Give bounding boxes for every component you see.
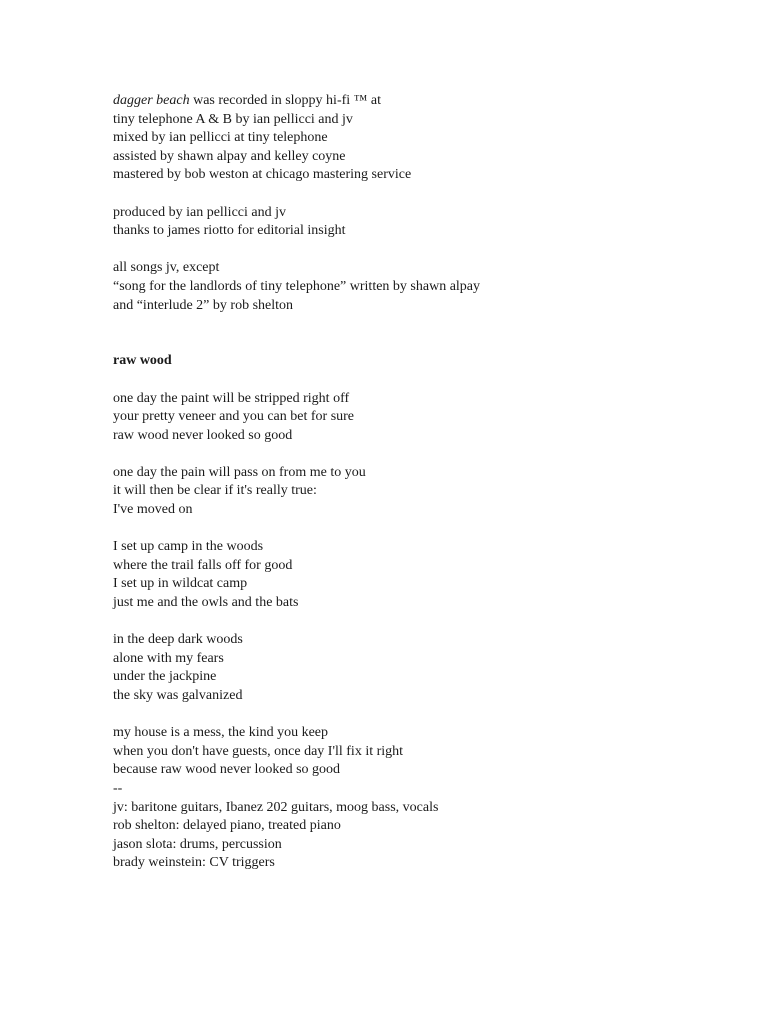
lyric-line: raw wood never looked so good [113, 427, 293, 443]
spacer [113, 520, 673, 539]
lyric-line: when you don't have guests, once day I'll fix it right [113, 743, 404, 759]
personnel-line: rob shelton: delayed piano, treated piano [113, 818, 341, 834]
lyric-line: my house is a mess, the kind you keep [113, 725, 329, 741]
lyric-line: under the jackpine [113, 669, 217, 685]
personnel-list [113, 799, 673, 873]
spacer [113, 371, 673, 390]
lyric-line: in the deep dark woods [113, 632, 243, 648]
lyrics-stanza-4 [113, 631, 673, 705]
credits-line: tiny telephone A & B by ian pellicci and jv [113, 111, 353, 127]
lyrics-stanza-5 [113, 724, 673, 780]
lyric-line: one day the paint will be stripped right off [113, 390, 350, 406]
credits-line-1-rest: was recorded in sloppy hi-fi ™ at [189, 93, 381, 108]
separator: -- [113, 780, 123, 796]
credits-line: assisted by shawn alpay and kelley coyne [113, 148, 346, 164]
songwriting-line: “song for the landlords of tiny telephone” written by shawn alpay [113, 278, 481, 294]
album-title: dagger beach [113, 93, 190, 108]
songwriting-credits [113, 259, 673, 315]
spacer [113, 706, 673, 725]
lyric-line: alone with my fears [113, 650, 224, 666]
song-title: raw wood [113, 353, 172, 369]
spacer [113, 241, 673, 260]
production-line: produced by ian pellicci and jv [113, 204, 286, 220]
credits-line: mixed by ian pellicci at tiny telephone [113, 130, 328, 146]
spacer [113, 445, 673, 464]
lyric-line: because raw wood never looked so good [113, 762, 341, 778]
lyric-line: the sky was galvanized [113, 688, 243, 703]
personnel-line: jv: baritone guitars, Ibanez 202 guitars, moog bass, vocals [113, 799, 439, 815]
production-line: thanks to james riotto for editorial insight [113, 223, 346, 239]
personnel-line: brady weinstein: CV triggers [113, 855, 275, 871]
spacer [113, 185, 673, 204]
lyric-line: one day the pain will pass on from me to you [113, 464, 366, 480]
production-credits [113, 204, 673, 241]
spacer [113, 315, 673, 352]
personnel-line: jason slota: drums, percussion [113, 836, 282, 852]
document-body [113, 92, 673, 873]
credits-line-1 [113, 92, 673, 111]
lyric-line: where the trail falls off for good [113, 557, 293, 573]
lyric-line: I set up camp in the woods [113, 539, 264, 555]
spacer [113, 613, 673, 632]
recording-credits [113, 92, 673, 185]
songwriting-line: and “interlude 2” by rob shelton [113, 297, 294, 313]
lyric-line: your pretty veneer and you can bet for sure [113, 409, 355, 425]
lyric-line: it will then be clear if it's really true: [113, 483, 317, 499]
lyrics-stanza-2 [113, 464, 673, 520]
lyrics-stanza-1 [113, 390, 673, 446]
songwriting-line: all songs jv, except [113, 260, 220, 276]
lyric-line: I set up in wildcat camp [113, 576, 248, 592]
lyric-line: just me and the owls and the bats [113, 595, 299, 611]
lyric-line: I've moved on [113, 502, 193, 518]
credits-line: mastered by bob weston at chicago mastering service [113, 167, 412, 183]
lyrics-stanza-3 [113, 538, 673, 612]
